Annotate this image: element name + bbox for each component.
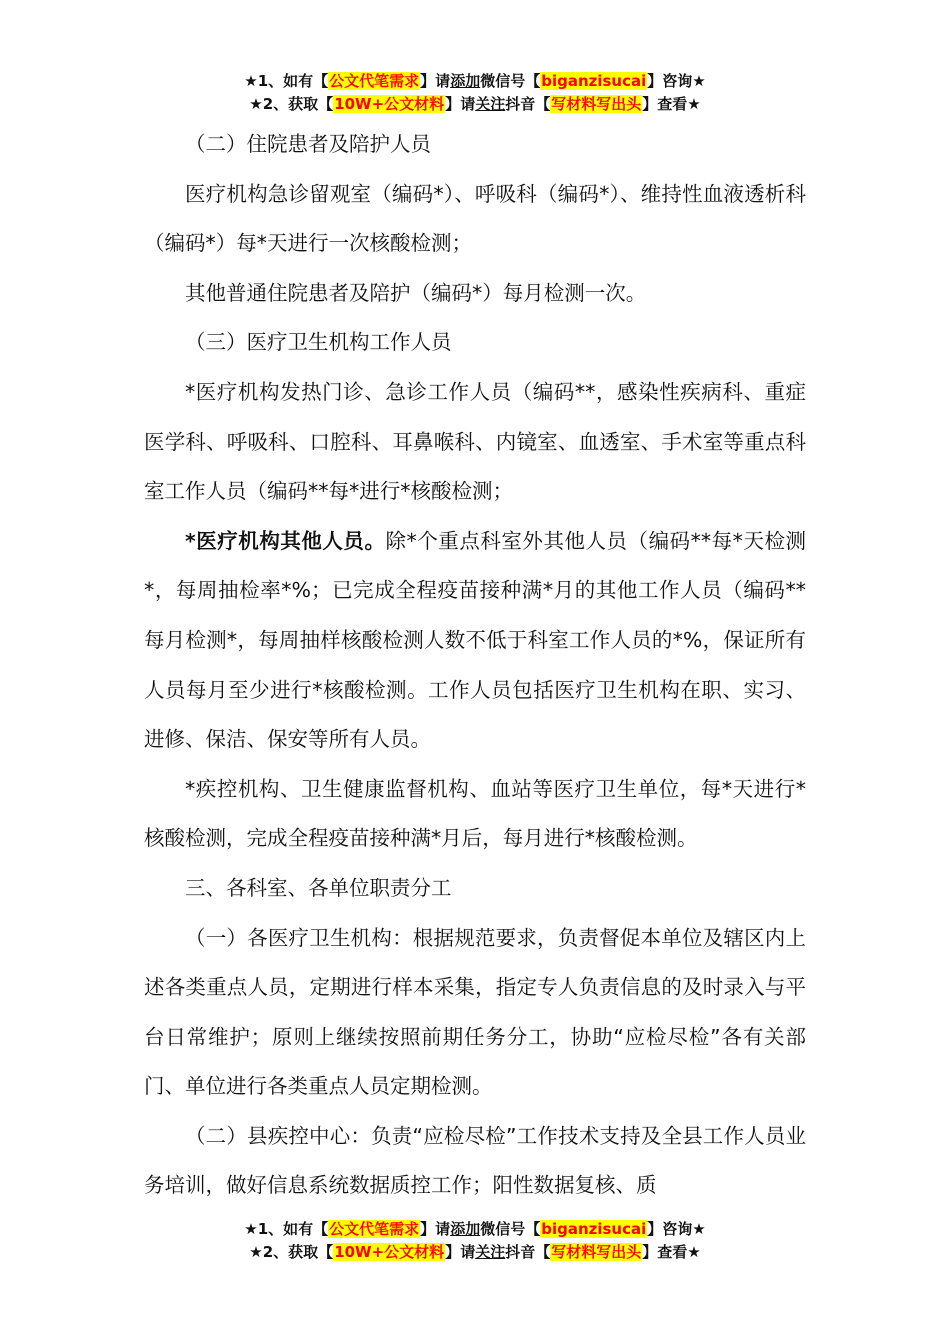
section-heading: 三、各科室、各单位职责分工 [185, 875, 452, 900]
promo-highlight: 公文代笔需求 [329, 72, 420, 90]
promo-text: 微信号【 [480, 1220, 541, 1238]
bold-lead: *医疗机构其他人员。 [185, 528, 386, 553]
promo-highlight: 10W+公文材料 [334, 1243, 445, 1261]
promo-banner-top [0, 70, 950, 116]
promo-highlight: biganzisucai [541, 1220, 647, 1238]
promo-text: 】咨询★ [647, 72, 706, 90]
promo-highlight: 公文代笔需求 [329, 1220, 420, 1238]
paragraph-rest: 除*个重点科室外其他人员（编码**每*天检测*，每周抽检率*%；已完成全程疫苗接种满*月的其他工作人员（编码**每月检测*，每周抽样核酸检测人数不低于科室工作人员的*%，保证所有人员每月至少进行*核酸检测。工作人员包括医疗卫生机构在职、实习、进修、保洁、保安等所有人员。 [144, 528, 806, 752]
paragraph: 其他普通住院患者及陪护（编码*）每月检测一次。 [185, 280, 647, 305]
promo-highlight: 写材料写出头 [551, 1243, 642, 1261]
promo-text: ★1、如有【 [244, 1220, 329, 1238]
promo-line-1 [0, 70, 950, 93]
paragraph: *疾控机构、卫生健康监督机构、血站等医疗卫生单位，每*天进行*核酸检测，完成全程疫苗接种满*月后，每月进行*核酸检测。 [144, 776, 806, 851]
promo-text: 抖音【 [505, 1243, 551, 1261]
section-heading: （二）住院患者及陪护人员 [185, 132, 431, 156]
promo-highlight: 写材料写出头 [551, 95, 642, 113]
promo-text: 】查看★ [642, 95, 701, 113]
promo-text: ★2、获取【 [249, 95, 334, 113]
promo-highlight: biganzisucai [541, 72, 647, 90]
promo-text: 】请 [420, 1220, 451, 1238]
document-body [144, 120, 806, 1211]
promo-text: 】请 [420, 72, 451, 90]
promo-underline: 关注 [475, 95, 506, 113]
promo-text: 微信号【 [480, 72, 541, 90]
promo-text: 】咨询★ [647, 1220, 706, 1238]
promo-underline: 添加 [450, 1220, 481, 1238]
section-heading: （三）医疗卫生机构工作人员 [185, 330, 452, 355]
promo-text: ★1、如有【 [244, 72, 329, 90]
paragraph: *医疗机构发热门诊、急诊工作人员（编码**，感染性疾病科、重症医学科、呼吸科、口腔科、耳鼻喉科、内镜室、血透室、手术室等重点科室工作人员（编码**每*进行*核酸检测； [144, 379, 806, 504]
promo-underline: 添加 [450, 72, 481, 90]
promo-text: 】查看★ [642, 1243, 701, 1261]
paragraph: （二）县疾控中心：负责“应检尽检”工作技术支持及全县工作人员业务培训，做好信息系统数据质控工作；阳性数据复核、质 [144, 1123, 806, 1198]
promo-line-1 [0, 1218, 950, 1241]
promo-text: ★2、获取【 [249, 1243, 334, 1261]
promo-line-2 [0, 1241, 950, 1264]
promo-line-2 [0, 93, 950, 116]
promo-banner-bottom [0, 1218, 950, 1264]
promo-highlight: 10W+公文材料 [334, 95, 445, 113]
promo-text: 】请 [445, 1243, 476, 1261]
promo-underline: 关注 [475, 1243, 506, 1261]
paragraph: （一）各医疗卫生机构：根据规范要求，负责督促本单位及辖区内上述各类重点人员，定期进行样本采集，指定专人负责信息的及时录入与平台日常维护；原则上继续按照前期任务分工，协助“应检尽检”各有关部门、单位进行各类重点人员定期检测。 [144, 925, 806, 1099]
promo-text: 】请 [445, 95, 476, 113]
promo-text: 抖音【 [505, 95, 551, 113]
paragraph: 医疗机构急诊留观室（编码*）、呼吸科（编码*）、维持性血液透析科（编码*）每*天进行一次核酸检测； [144, 181, 806, 256]
paragraph-bold-lead [144, 517, 806, 765]
